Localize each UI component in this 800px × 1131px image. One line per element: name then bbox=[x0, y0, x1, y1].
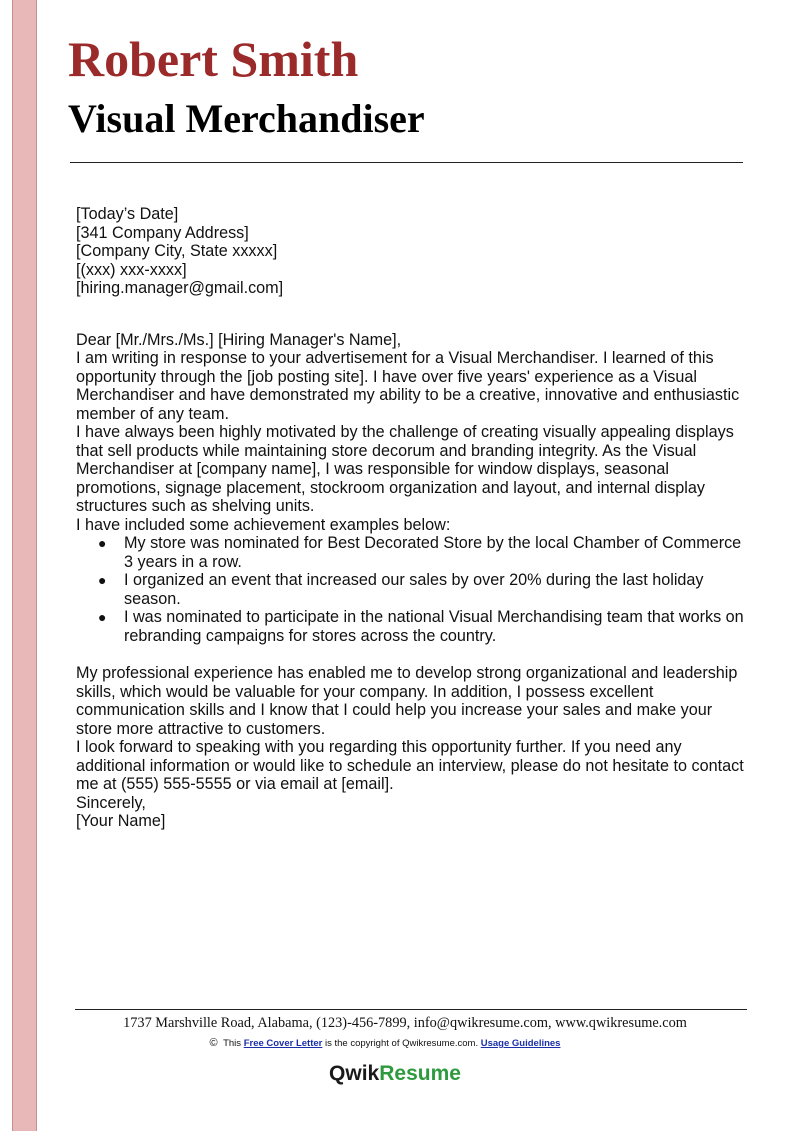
job-title: Visual Merchandiser bbox=[68, 96, 425, 141]
salutation: Dear [Mr./Mrs./Ms.] [Hiring Manager's Name], bbox=[76, 330, 402, 349]
logo-text: Resume bbox=[379, 1062, 461, 1085]
list-item-text: I was nominated to participate in the national Visual Merchandising team that works on rebranding campaigns for stores across the country. bbox=[124, 608, 744, 645]
address-line: [341 Company Address] bbox=[76, 223, 249, 242]
achievement-list bbox=[76, 534, 746, 645]
address-line: [hiring.manager@gmail.com] bbox=[76, 279, 284, 297]
closing: Sincerely, bbox=[76, 793, 146, 812]
paragraph: I have always been highly motivated by the challenge of creating visually appealing displays that sell products while maintaining store decorum and branding integrity. As the Visual Merchandiser at [company name], I was responsible for window displays, seasonal promotions, signage placement, stockroom organization and layout, and internal display structures such as shelving units. bbox=[76, 423, 734, 515]
logo-text: Qwik bbox=[329, 1062, 380, 1085]
header-divider bbox=[70, 162, 743, 163]
free-cover-letter-link[interactable]: Free Cover Letter bbox=[243, 1038, 323, 1049]
letter-date: [Today’s Date] bbox=[76, 205, 179, 223]
decorative-side-bar bbox=[12, 0, 37, 1131]
copyright-text: is the copyright of Qwikresume.com. bbox=[325, 1038, 479, 1049]
paragraph: My professional experience has enabled me to develop strong organizational and leadership skills, which would be valuable for your company. In addition, I possess excellent communication skills and I know that I could help you increase your sales and make your store more attractive to customers. bbox=[76, 664, 738, 738]
paragraph: I have included some achievement examples below: bbox=[76, 515, 451, 534]
footer-divider bbox=[75, 1009, 747, 1010]
letter-body bbox=[76, 205, 746, 831]
copyright-notice bbox=[0, 1037, 770, 1049]
recipient-address bbox=[76, 224, 746, 298]
list-item-text: My store was nominated for Best Decorated Store by the local Chamber of Commerce 3 years in a row. bbox=[124, 534, 742, 571]
list-item-text: I organized an event that increased our sales by over 20% during the last holiday season. bbox=[124, 571, 704, 608]
bullet-icon: ● bbox=[98, 535, 107, 551]
address-line: [(xxx) xxx-xxxx] bbox=[76, 260, 187, 279]
list-item bbox=[76, 571, 746, 608]
usage-guidelines-link[interactable]: Usage Guidelines bbox=[480, 1038, 561, 1049]
address-line: [Company City, State xxxxx] bbox=[76, 242, 278, 260]
signature: [Your Name] bbox=[76, 812, 166, 830]
header bbox=[68, 28, 748, 144]
copyright-text: This bbox=[223, 1038, 242, 1049]
footer-contact: 1737 Marshville Road, Alabama, (123)-456-7899, info@qwikresume.com, www.qwikresume.com bbox=[123, 1015, 687, 1031]
paragraph: I look forward to speaking with you regarding this opportunity further. If you need any additional information or would like to schedule an interview, please do not hesitate to contact me at (555) 555-5555 or via email at [email]. bbox=[76, 738, 744, 793]
bullet-icon: ● bbox=[98, 609, 107, 625]
candidate-name: Robert Smith bbox=[68, 31, 359, 87]
list-item bbox=[76, 534, 746, 571]
qwikresume-logo[interactable] bbox=[0, 1062, 790, 1086]
paragraph: I am writing in response to your advertisement for a Visual Merchandiser. I learned of this opportunity through the [job posting site]. I have over five years' experience as a Visual Merchandiser and have demonstrated my ability to be a creative, innovative and enthusiastic member of any team. bbox=[76, 349, 740, 423]
copyright-icon: © bbox=[209, 1037, 218, 1049]
bullet-icon: ● bbox=[98, 572, 107, 588]
list-item bbox=[76, 608, 746, 645]
